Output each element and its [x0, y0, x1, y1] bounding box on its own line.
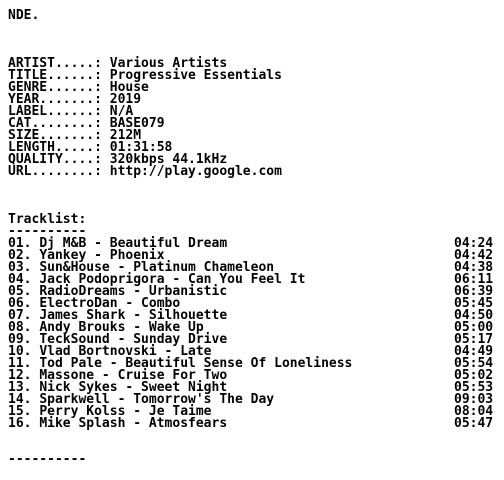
info-value: 2019 — [109, 92, 142, 107]
track-number: 14. — [8, 392, 32, 407]
info-key: ARTIST.....: — [8, 56, 102, 71]
track-duration: 05:53 — [454, 380, 494, 395]
track-number: 13. — [8, 380, 32, 395]
info-row — [8, 166, 498, 178]
track-number: 11. — [8, 356, 32, 371]
info-key: LENGTH.....: — [8, 140, 102, 155]
track-duration: 08:04 — [454, 404, 494, 419]
track-number: 08. — [8, 320, 32, 335]
track-duration: 04:49 — [454, 344, 494, 359]
info-value: N/A — [109, 104, 134, 119]
track-duration: 05:00 — [454, 320, 494, 335]
track-number: 02. — [8, 248, 32, 263]
track-duration: 04:50 — [454, 308, 494, 323]
info-value: Various Artists — [109, 56, 228, 71]
track-title: Sparkwell - Tomorrow's The Day — [39, 392, 275, 407]
track-number: 07. — [8, 308, 32, 323]
info-value: Progressive Essentials — [109, 68, 282, 83]
track-number: 01. — [8, 236, 32, 251]
track-title: TeckSound - Sunday Drive — [39, 332, 228, 347]
info-value: House — [109, 80, 149, 95]
track-title: Dj M&B - Beautiful Dream — [39, 236, 228, 251]
footer-divider: ---------- — [8, 452, 87, 467]
track-duration: 05:54 — [454, 356, 494, 371]
track-title: Nick Sykes - Sweet Night — [39, 380, 228, 395]
track-number: 04. — [8, 272, 32, 287]
release-info — [8, 58, 498, 178]
track-title: James Shark - Silhouette — [39, 308, 228, 323]
track-number: 09. — [8, 332, 32, 347]
info-key: CAT........: — [8, 116, 102, 131]
track-title: Perry Kolss - Je Taime — [39, 404, 212, 419]
track-duration: 06:11 — [454, 272, 494, 287]
info-key: URL........: — [8, 164, 102, 179]
track-title: RadioDreams - Urbanistic — [39, 284, 228, 299]
track-title: Tod Pale - Beautiful Sense Of Loneliness — [39, 356, 353, 371]
info-key: GENRE......: — [8, 80, 102, 95]
track-duration: 04:38 — [454, 260, 494, 275]
track-duration: 06:39 — [454, 284, 494, 299]
track-number: 03. — [8, 260, 32, 275]
tracklist-title: Tracklist: — [8, 212, 87, 227]
info-key: TITLE......: — [8, 68, 102, 83]
track-duration: 05:47 — [454, 416, 494, 431]
tracklist-underline: ---------- — [8, 224, 87, 239]
track-duration: 04:42 — [454, 248, 494, 263]
track-number: 05. — [8, 284, 32, 299]
info-key: QUALITY....: — [8, 152, 102, 167]
track-title: Andy Brouks - Wake Up — [39, 320, 204, 335]
track-title: ElectroDan - Combo — [39, 296, 181, 311]
info-key: LABEL......: — [8, 104, 102, 119]
track-duration: 04:24 — [454, 236, 494, 251]
track-duration: 05:02 — [454, 368, 494, 383]
info-key: YEAR.......: — [8, 92, 102, 107]
track-title: Jack Podoprigora - Can You Feel It — [39, 272, 306, 287]
track-title: Sun&House - Platinum Chameleon — [39, 260, 275, 275]
info-value: 01:31:58 — [109, 140, 173, 155]
tracklist — [8, 238, 498, 430]
track-title: Mike Splash - Atmosfears — [39, 416, 228, 431]
track-number: 15. — [8, 404, 32, 419]
track-duration: 09:03 — [454, 392, 494, 407]
info-value: http://play.google.com — [109, 164, 282, 179]
track-duration: 05:45 — [454, 296, 494, 311]
info-value: 320kbps 44.1kHz — [109, 152, 228, 167]
track-duration: 05:17 — [454, 332, 494, 347]
track-title: Yankey - Phoenix — [39, 248, 165, 263]
info-value: BASE079 — [109, 116, 165, 131]
track-title: Massone - Cruise For Two — [39, 368, 228, 383]
track-number: 12. — [8, 368, 32, 383]
track-number: 10. — [8, 344, 32, 359]
track-number: 06. — [8, 296, 32, 311]
group-name: NDE. — [8, 8, 40, 23]
info-value: 212M — [109, 128, 142, 143]
info-key: SIZE.......: — [8, 128, 102, 143]
track-title: Vlad Bortnovski - Late — [39, 344, 212, 359]
nfo-document — [8, 10, 498, 466]
track-number: 16. — [8, 416, 32, 431]
track-row — [8, 418, 498, 430]
